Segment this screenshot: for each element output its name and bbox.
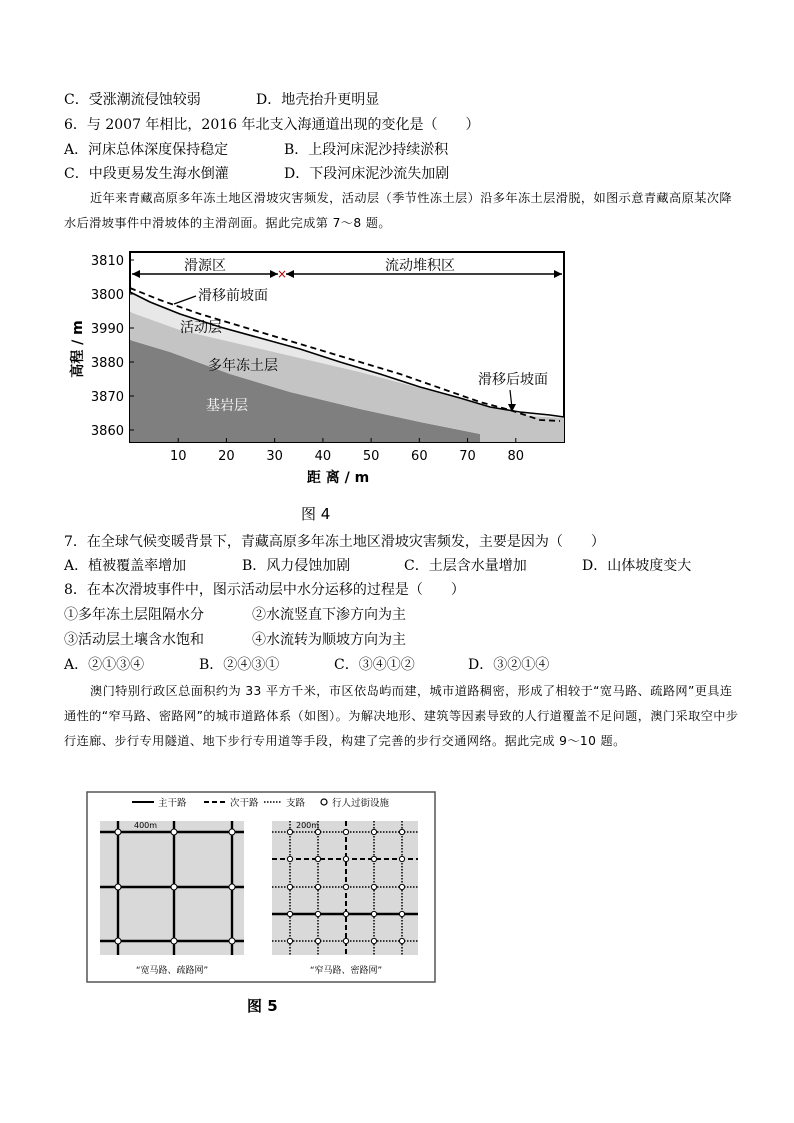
fig5-crossing-node xyxy=(371,856,376,861)
fig4-y-ticks xyxy=(91,254,134,439)
q7-option-d: D．山体坡度变大 xyxy=(582,558,692,574)
q6-option-a: A．河床总体深度保持稳定 xyxy=(64,142,229,158)
q6-option-c: C．中段更易发生海水倒灌 xyxy=(64,166,229,182)
fig4-xtick-label: 10 xyxy=(169,449,187,464)
fig4-xtick-label: 30 xyxy=(266,449,283,464)
fig5-crossing-node xyxy=(287,884,292,889)
fig4-zone-source: 滑源区 xyxy=(184,258,226,274)
fig5-crossing-node xyxy=(315,938,320,943)
fig5-crossing-node xyxy=(399,911,404,916)
q8-statement-4: ④水流转为顺坡方向为主 xyxy=(252,632,406,648)
fig5-crossing-node xyxy=(343,938,348,943)
fig4-xtick-label: 50 xyxy=(362,449,380,464)
fig5-legend-secondary: 次干路 xyxy=(230,798,259,809)
intro-paragraph-7-8: 近年来青藏高原多年冻土地区滑坡灾害频发，活动层（季节性冻土层）沿多年冻土层滑脱，如图示意青藏高原某次降水后滑坡事件中滑坡体的主滑剖面。据此完成第 7～8 题。 xyxy=(64,191,732,230)
q7-option-c: C．土层含水量增加 xyxy=(404,558,527,574)
q8-statement-2: ②水流竖直下渗方向为主 xyxy=(252,607,406,623)
fig5-crossing-node xyxy=(371,911,376,916)
fig5-caption-left: “宽马路、疏路网” xyxy=(135,966,209,976)
fig5-scale-right: 200m xyxy=(296,821,320,830)
q6-option-b: B．上段河床泥沙持续淤积 xyxy=(284,142,449,158)
fig4-layer-permafrost: 多年冻土层 xyxy=(208,358,278,374)
fig4-label-post: 滑移后坡面 xyxy=(478,372,548,388)
fig5-legend-main: 主干路 xyxy=(158,798,187,809)
fig5-crossing-node xyxy=(399,856,404,861)
fig5-crossing-node xyxy=(399,938,404,943)
q7-option-b: B．风力侵蚀加剧 xyxy=(242,558,351,574)
fig4-layer-bedrock: 基岩层 xyxy=(206,398,248,414)
fig4-xtick-label: 80 xyxy=(507,449,525,464)
fig4-ytick-label: 3810 xyxy=(90,254,124,269)
q8-statement-3: ③活动层土壤含水饱和 xyxy=(64,632,204,648)
fig4-ylabel: 高程 / m xyxy=(70,320,86,378)
fig5-crossing-node xyxy=(371,938,376,943)
fig4-ytick-label: 3860 xyxy=(90,424,124,439)
fig4-ytick-label: 3870 xyxy=(90,390,124,405)
fig5-crossing-node xyxy=(399,884,404,889)
fig5-caption-right: “窄马路、密路网” xyxy=(309,966,383,976)
figure-4-landslide-profile xyxy=(60,244,580,489)
intro-paragraph-9-10: 澳门特别行政区总面积约为 33 平方千米，市区依岛屿而建，城市道路稠密，形成了相较于“宽马路、疏路网”更具连通性的“窄马路、密路网”的城市道路体系（如图）。为解决地形、建筑等因素导致的人行道覆盖不足问题，澳门采取空中步行连廊、步行专用隧道、地下步行专用道等手段，构建了完善的步行交通网络。据此完成 9～10 题。 xyxy=(64,684,739,748)
fig4-layer-active: 活动层 xyxy=(180,320,222,336)
fig4-xtick-label: 20 xyxy=(218,449,235,464)
fig5-scale-left: 400m xyxy=(134,821,158,830)
q8-option-b: B．②④③① xyxy=(199,657,280,673)
fig5-crossing-node xyxy=(315,911,320,916)
fig4-ytick-label: 3880 xyxy=(90,356,124,371)
q7-option-a: A．植被覆盖率增加 xyxy=(64,558,187,574)
fig5-crossing-node xyxy=(343,829,348,834)
fig5-crossing-node xyxy=(399,829,404,834)
fig5-legend-branch: 支路 xyxy=(286,798,306,809)
q8-option-a: A．②①③④ xyxy=(64,657,145,673)
q5-option-c: C．受涨潮流侵蚀较弱 xyxy=(64,92,201,108)
q8-statement-1: ①多年冻土层阻隔水分 xyxy=(64,607,204,623)
fig4-xtick-label: 60 xyxy=(411,449,428,464)
fig4-xtick-label: 40 xyxy=(314,449,332,464)
fig5-crossing-node xyxy=(315,884,320,889)
q6-option-d: D．下段河床泥沙流失加剧 xyxy=(284,166,450,182)
fig5-crossing-node xyxy=(315,856,320,861)
fig5-crossing-node xyxy=(343,911,348,916)
fig5-crossing-node xyxy=(287,856,292,861)
fig5-crossing-node xyxy=(371,829,376,834)
fig4-xlabel: 距 离 / m xyxy=(306,470,370,486)
fig5-crossing-node xyxy=(287,938,292,943)
fig5-crossing-node xyxy=(287,911,292,916)
fig5-crossing-node xyxy=(315,829,320,834)
q8-stem: 8．在本次滑坡事件中，图示活动层中水分运移的过程是（ ） xyxy=(64,582,465,598)
q8-option-c: C．③④①② xyxy=(334,657,415,673)
fig4-zone-flow: 流动堆积区 xyxy=(385,258,455,274)
q7-stem: 7．在全球气候变暖背景下，青藏高原多年冻土地区滑坡灾害频发，主要是因为（ ） xyxy=(64,534,605,550)
q5-option-d: D．地壳抬升更明显 xyxy=(256,92,380,108)
svg-text:×: × xyxy=(276,267,288,281)
fig4-caption: 图 4 xyxy=(301,505,331,523)
q8-option-d: D．③②①④ xyxy=(468,657,550,673)
fig5-caption: 图 5 xyxy=(247,997,278,1015)
fig5-crossing-node xyxy=(287,829,292,834)
fig4-label-pre: 滑移前坡面 xyxy=(198,288,268,304)
fig4-ytick-label: 3990 xyxy=(90,322,124,337)
fig5-crossing-node xyxy=(371,884,376,889)
fig5-legend-crossing: 行人过街设施 xyxy=(332,798,390,809)
figure-5-road-networks xyxy=(86,791,436,983)
fig5-crossing-node xyxy=(343,884,348,889)
fig4-xtick-label: 70 xyxy=(459,449,476,464)
fig5-crossing-node xyxy=(343,856,348,861)
q6-stem: 6．与 2007 年相比，2016 年北支入海通道出现的变化是（ ） xyxy=(64,117,480,133)
fig4-ytick-label: 3800 xyxy=(90,288,124,303)
